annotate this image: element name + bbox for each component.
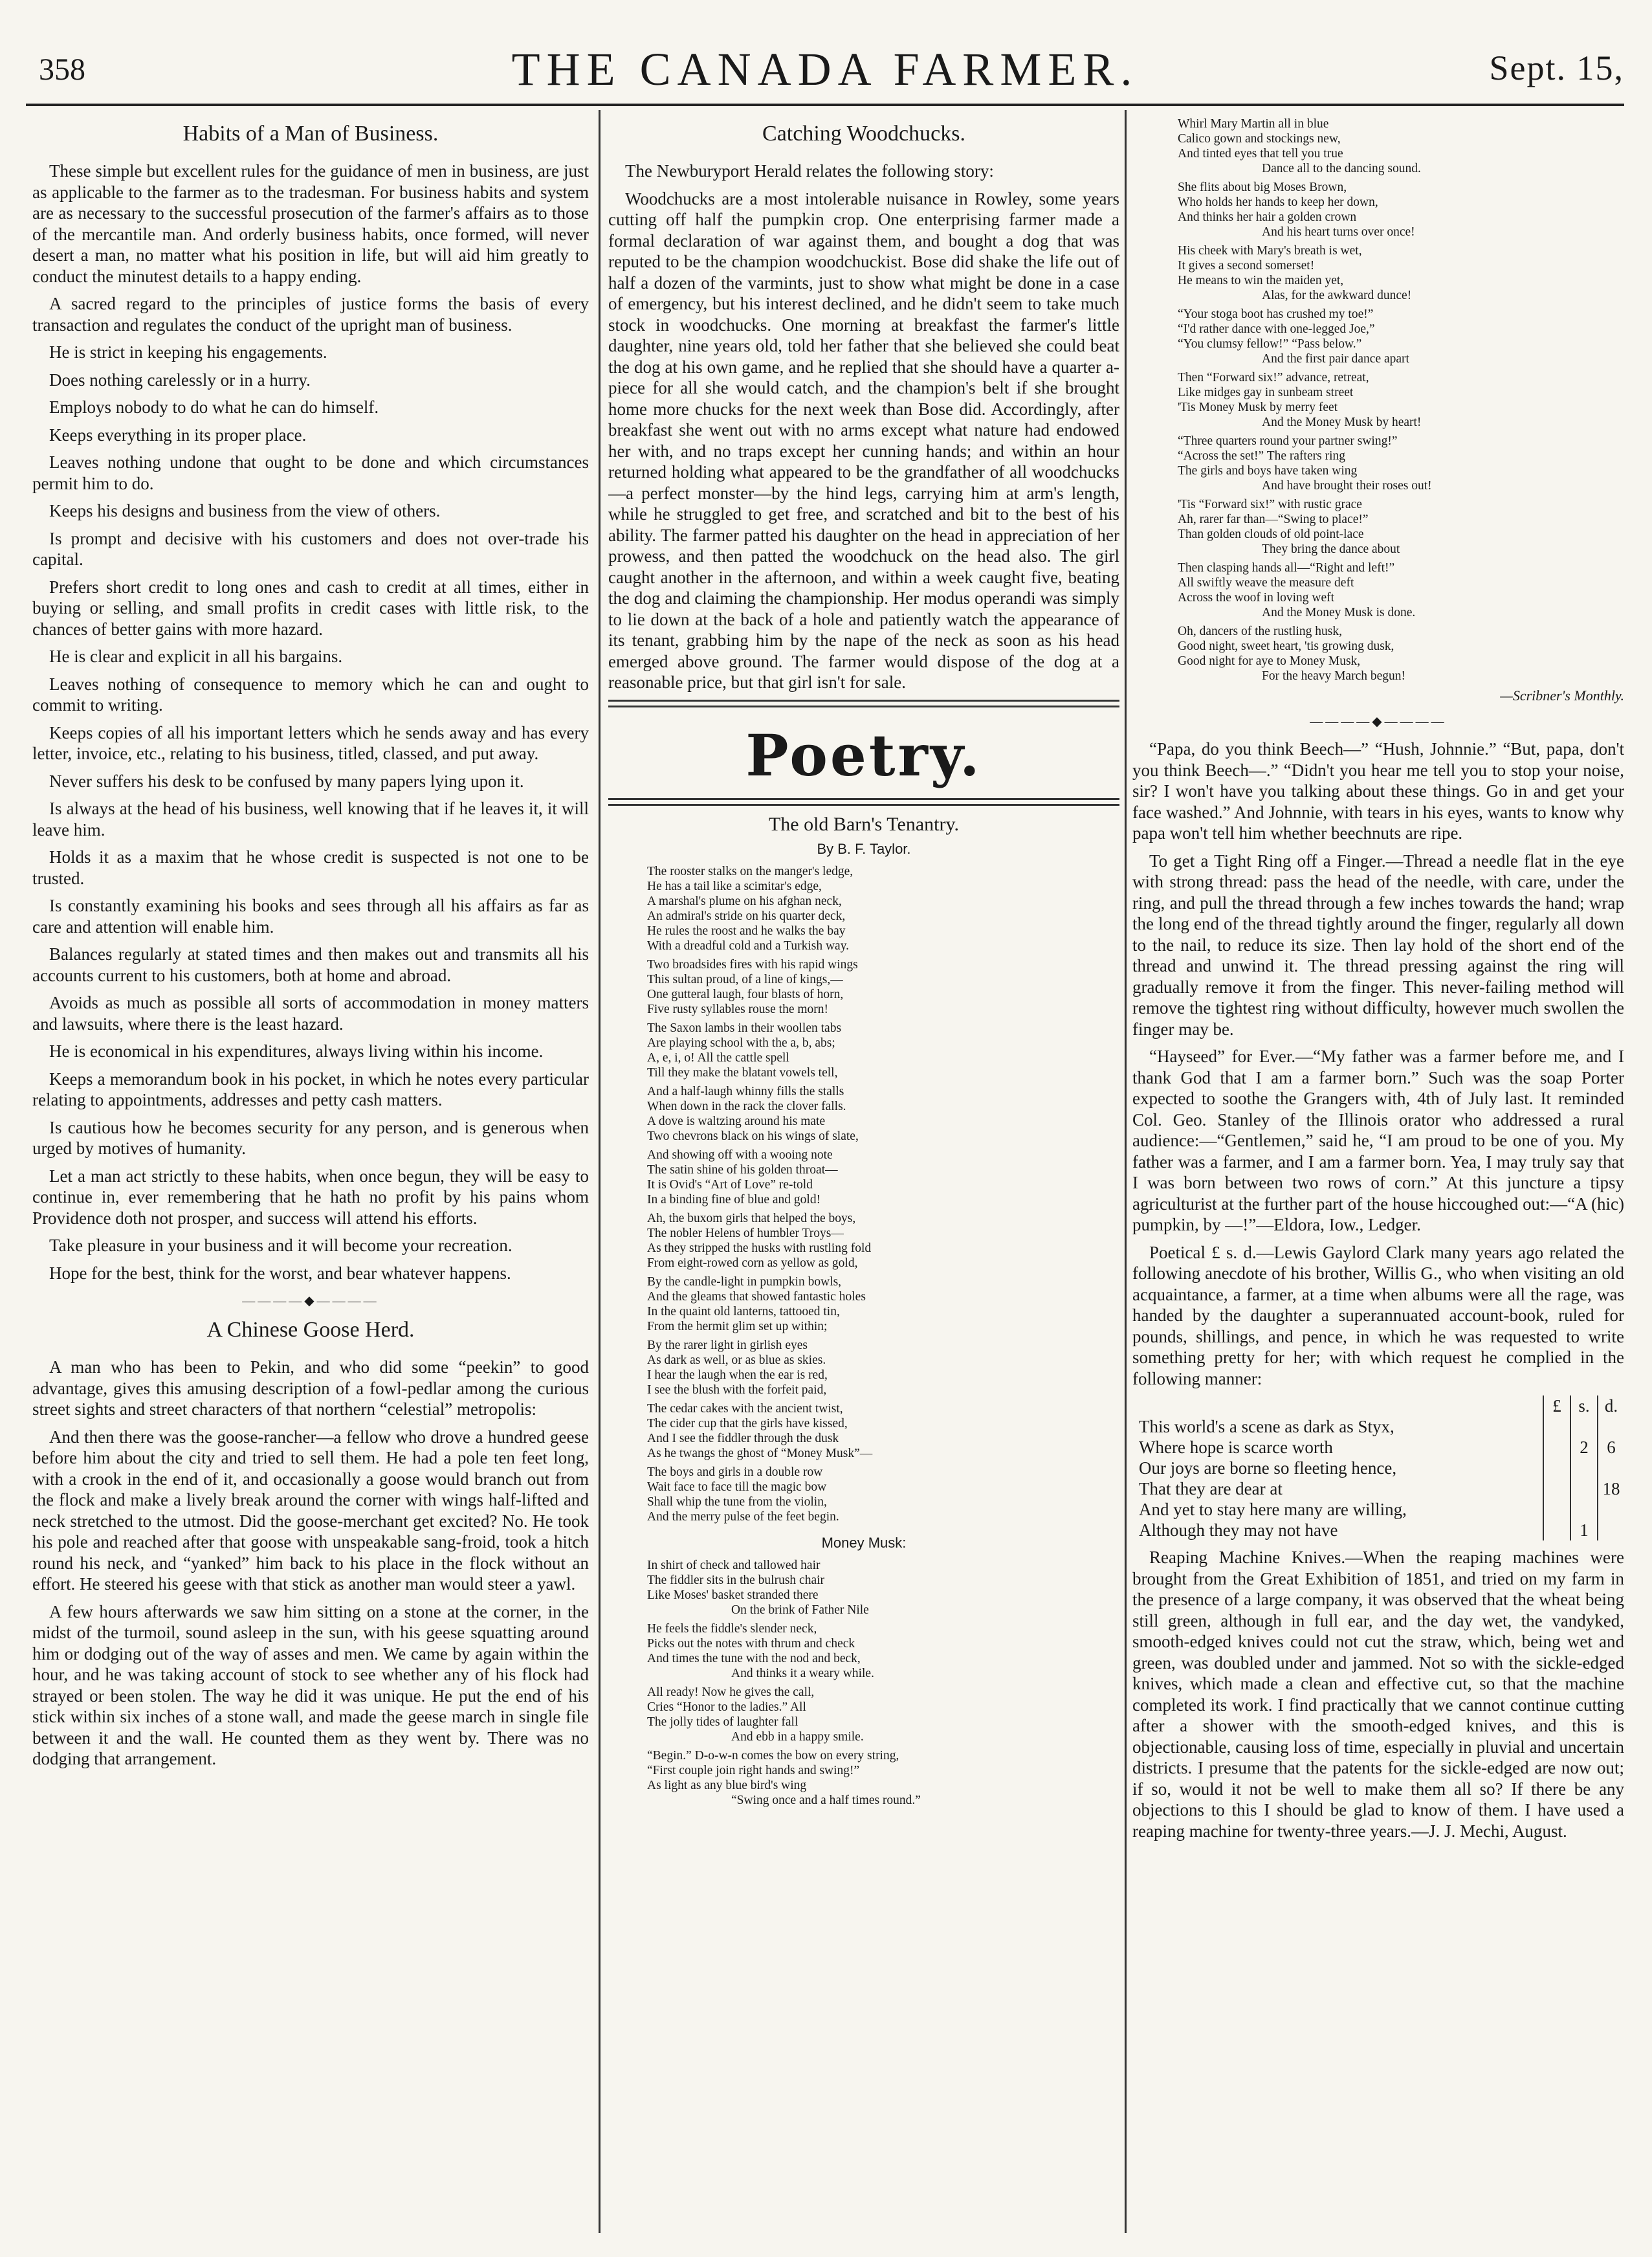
stanza xyxy=(1178,370,1624,430)
article-paragraph: The Newburyport Herald relates the following story: xyxy=(625,161,994,181)
article-paragraph: Hope for the best, think for the worst, and bear whatever happens. xyxy=(49,1263,511,1283)
ledger-cell xyxy=(1598,1520,1624,1540)
verse-line: With a dreadful cold and a Turkish way. xyxy=(647,939,850,953)
stanza xyxy=(647,957,1119,1017)
verse-line: A, e, i, o! All the cattle spell xyxy=(647,1051,789,1065)
column-2 xyxy=(608,117,1119,2233)
attribution: —Scribner's Monthly. xyxy=(1500,687,1624,704)
verse-line: Wait face to face till the magic bow xyxy=(647,1480,827,1494)
article-paragraph: These simple but excellent rules for the guidance of men in business, are just as applicable to the farmer as to the tradesman. For business habits and system are as necessary to the successful prosecution of the farmer's affairs as to those of the mercantile man. And orderly business habits, once formed, will never desert a man, no matter what his position in life, but will aid him greatly to conduct the minutest details to a happy ending. xyxy=(32,161,589,286)
verse-line: “Swing once and a half times round.” xyxy=(731,1793,921,1807)
verse-line: The Saxon lambs in their woollen tabs xyxy=(647,1021,842,1035)
verse-line: Across the woof in loving weft xyxy=(1178,591,1335,605)
verse-line: And a half-laugh whinny fills the stalls xyxy=(647,1084,844,1098)
verse-line: Than golden clouds of old point-lace xyxy=(1178,528,1364,541)
stanza xyxy=(647,1401,1119,1461)
verse-line: 'Tis “Forward six!” with rustic grace xyxy=(1178,498,1362,511)
article-paragraph: He is clear and explicit in all his bargains. xyxy=(49,647,343,666)
verse-line: They bring the dance about xyxy=(1262,542,1400,556)
verse-line: 'Tis Money Musk by merry feet xyxy=(1178,401,1338,414)
article-body xyxy=(608,161,1119,693)
verse-line: I see the blush with the forfeit paid, xyxy=(647,1383,827,1397)
article-paragraph: Poetical £ s. d.—Lewis Gaylord Clark many years ago related the following anecdote of his brother, Willis G., who when visiting an old acquaintance, a farmer, at a time when albums were all the rage, was handed by the daughter a superannuated account-book, ruled for pounds, shillings, and pence, in which he was requested to write something pretty for her; with which request he complied in the following manner: xyxy=(1132,1242,1624,1388)
verse-line: He means to win the maiden yet, xyxy=(1178,274,1344,287)
verse-line: He feels the fiddle's slender neck, xyxy=(647,1621,817,1636)
verse-line: Like midges gay in sunbeam street xyxy=(1178,386,1354,399)
article-body xyxy=(32,161,589,1284)
verse-line: “Across the set!” The rafters ring xyxy=(1178,449,1345,463)
verse-line: One gutteral laugh, four blasts of horn, xyxy=(647,987,844,1001)
article-paragraph: To get a Tight Ring off a Finger.—Thread a needle flat in the eye with strong thread: pass the head of the needle, with care, under the ring, and pull the thread through a few inches towards the hand; wrap the long end of the thread tightly around the finger, regularly all down to the nail, to reduce its size. Then lay hold of the short end of the thread and unwind it. The thread pressing against the ring will gradually remove it from the finger. This never-failing method will remove the tightest ring without difficulty, however much swollen the finger may be. xyxy=(1132,851,1624,1039)
verse-line: Till they make the blatant vowels tell, xyxy=(647,1065,838,1080)
verse-line: On the brink of Father Nile xyxy=(731,1603,869,1617)
article-paragraph: Is always at the head of his business, well knowing that if he leaves it, it will leave him. xyxy=(32,799,589,839)
verse-line: Cries “Honor to the ladies.” All xyxy=(647,1700,806,1714)
ledger-cell: 6 xyxy=(1607,1438,1616,1457)
column-3 xyxy=(1132,117,1624,2233)
verse-line: Then clasping hands all—“Right and left!” xyxy=(1178,561,1395,575)
verse-line: “Your stoga boot has crushed my toe!” xyxy=(1178,307,1374,321)
ledger-verse xyxy=(1139,1395,1624,1540)
ledger-cell xyxy=(1571,1499,1597,1520)
stanza xyxy=(1178,434,1624,493)
article-paragraph: Does nothing carelessly or in a hurry. xyxy=(49,370,311,390)
verse-line: And thinks it a weary while. xyxy=(731,1666,874,1680)
issue-date: Sept. 15, xyxy=(1489,49,1624,87)
verse-line: Who holds her hands to keep her down, xyxy=(1178,195,1378,209)
ledger-cell xyxy=(1544,1416,1570,1437)
stanza xyxy=(647,864,1119,953)
verse-line: And ebb in a happy smile. xyxy=(731,1729,864,1744)
verse-line: And his heart turns over once! xyxy=(1262,225,1415,239)
ledger-cell xyxy=(1544,1478,1570,1499)
verse-line: Shall whip the tune from the violin, xyxy=(647,1495,827,1509)
ledger-cell xyxy=(1571,1458,1597,1478)
article-paragraph: A man who has been to Pekin, and who did some “peekin” to good advantage, gives this amusing description of a fowl-pedlar among the curious street sights and street characters of that northern “celestial” metropolis: xyxy=(32,1357,589,1419)
verse-line: A marshal's plume on his afghan neck, xyxy=(647,894,842,908)
stanza xyxy=(647,1274,1119,1334)
verse-line: Alas, for the awkward dunce! xyxy=(1262,289,1412,302)
verse-line: This sultan proud, of a line of kings,— xyxy=(647,972,843,986)
verse-line: An admiral's stride on his quarter deck, xyxy=(647,909,846,923)
ledger-header: d. xyxy=(1604,1396,1618,1416)
stanza xyxy=(1178,117,1624,176)
verse-line: “Three quarters round your partner swing!” xyxy=(1178,434,1398,448)
newspaper-title: THE CANADA FARMER. xyxy=(511,43,1139,95)
verse-line: Five rusty syllables rouse the morn! xyxy=(647,1002,828,1016)
article-paragraph: Is constantly examining his books and sees through all his affairs as far as care and attention will enable him. xyxy=(32,896,589,937)
separator: ————◆———— xyxy=(242,1294,379,1308)
verse-line: And thinks her hair a golden crown xyxy=(1178,210,1357,224)
article-paragraph: A few hours afterwards we saw him sitting on a stone at the corner, in the midst of the turmoil, sound asleep in the sun, with his geese squatting around him or dodging out of the way of asses and men. We came by again within the hour, and he was taking account of stock to see whether any of his flock had strayed or been stolen. The way he did it was unique. He put the end of his stick within six inches of a stone wall, and made the geese march in single file between it and the wall. He counted them as they went by. There was no dodging that arrangement. xyxy=(32,1601,589,1768)
verse-line: Whirl Mary Martin all in blue xyxy=(1178,117,1329,131)
verse-line: And the merry pulse of the feet begin. xyxy=(647,1509,839,1524)
article-paragraph: He is economical in his expenditures, always living within his income. xyxy=(49,1041,544,1061)
stanza xyxy=(1178,307,1624,366)
ledger-cell xyxy=(1571,1478,1597,1499)
article-paragraph: “Hayseed” for Ever.—“My father was a farmer before me, and I thank God that I am a farmer born.” Such was the soap Porter expected to soothe the Grangers with, 4th of July last. It reminded Col. Geo. Stanley of the Illinois orator who addressed a rural audience:—“Gentlemen,” said he, “I am proud to be one of you. My father was a farmer, and I am a farmer born. Yea, I may truly say that I was born between two rows of corn.” At this juncture a tipsy agriculturist at the further part of the house hiccoughed out:—“A (hic) pumpkin, by —!”—Eldora, Iow., Ledger. xyxy=(1132,1047,1624,1234)
ledger-line: This world's a scene as dark as Styx, xyxy=(1139,1417,1394,1436)
article-paragraph: He is strict in keeping his engagements. xyxy=(49,342,327,362)
article-paragraph: Keeps everything in its proper place. xyxy=(49,425,307,445)
verse-line: For the heavy March begun! xyxy=(1262,669,1406,683)
column-rule xyxy=(599,110,600,2233)
ledger-cell: 2 xyxy=(1580,1438,1589,1457)
verse-line: All ready! Now he gives the call, xyxy=(647,1685,815,1699)
verse-line: Like Moses' basket stranded there xyxy=(647,1588,819,1602)
verse-line: Good night, sweet heart, 'tis growing dusk, xyxy=(1178,639,1394,653)
verse-line: As he twangs the ghost of “Money Musk”— xyxy=(647,1446,873,1460)
verse-line: And the gleams that showed fantastic holes xyxy=(647,1289,866,1304)
verse-line: Then “Forward six!” advance, retreat, xyxy=(1178,371,1369,384)
ledger-line: Our joys are borne so fleeting hence, xyxy=(1139,1458,1397,1478)
verse-line: The satin shine of his golden throat— xyxy=(647,1162,838,1177)
verse-line: “I'd rather dance with one-legged Joe,” xyxy=(1178,322,1375,336)
verse-line: The boys and girls in a double row xyxy=(647,1465,823,1479)
verse-line: When down in the rack the clover falls. xyxy=(647,1099,846,1113)
verse-line: The rooster stalks on the manger's ledge, xyxy=(647,864,854,878)
article-paragraph: Never suffers his desk to be confused by many papers lying upon it. xyxy=(49,771,524,791)
ledger-cell: 1 xyxy=(1580,1520,1589,1540)
article-paragraph: Reaping Machine Knives.—When the reaping machines were brought from the Great Exhibition of 1851, and tried on my farm in the presence of a large company, it was observed that the wheat being still green, although in full ear, and the day wet, the vandyked, smooth-edged knives could not cut the straw, which, being wet and green, was doubled under and jammed. Not so with the sickle-edged knives, which made a clean and effective cut, so that the machine completed its work. I find practically that we cannot continue cutting after a shower with the smooth-edged knives, and this is objectionable, causing loss of time, especially in pluvial and uncertain districts. I presume that the patents for the sickle-edged are now out; if so, would it not be well to make them all so? If there be any objections to this I should be glad to know of them. I have used a reaping machine for twenty-three years.—J. J. Mechi, August. xyxy=(1132,1548,1624,1841)
verse-line: As they stripped the husks with rustling fold xyxy=(647,1241,872,1255)
verse-line: The girls and boys have taken wing xyxy=(1178,464,1358,478)
ledger-cell: 18 xyxy=(1602,1479,1620,1498)
verse-line: The cider cup that the girls have kissed, xyxy=(647,1416,848,1430)
masthead xyxy=(26,26,1624,97)
separator: ————◆———— xyxy=(1310,715,1447,729)
verse-line: The jolly tides of laughter fall xyxy=(647,1715,798,1729)
ledger-cell xyxy=(1598,1458,1624,1478)
stanza xyxy=(1178,624,1624,684)
stanza xyxy=(1178,243,1624,303)
article-title: Catching Woodchucks. xyxy=(762,122,965,146)
verse-line: The cedar cakes with the ancient twist, xyxy=(647,1401,843,1416)
verse-line: By the candle-light in pumpkin bowls, xyxy=(647,1274,842,1289)
article-paragraph: Keeps his designs and business from the view of others. xyxy=(49,501,441,520)
ledger-header: s. xyxy=(1578,1396,1590,1416)
article-paragraph: Is prompt and decisive with his customers and does not over-trade his capital. xyxy=(32,528,589,569)
stanza xyxy=(647,1465,1119,1524)
stanza xyxy=(647,1685,1119,1744)
column-1 xyxy=(32,117,589,2233)
ledger-pence-column xyxy=(1597,1395,1624,1540)
verse-line: And times the tune with the nod and beck, xyxy=(647,1651,861,1665)
article-paragraph: Keeps copies of all his important letters which he sends away and has every letter, invoice, etc., relating to his business, titled, classed, and put away. xyxy=(32,722,589,763)
ledger-shillings-column xyxy=(1570,1395,1597,1540)
ledger-spacer xyxy=(1139,1395,1543,1416)
ledger-lines xyxy=(1139,1395,1543,1540)
article-paragraph: Balances regularly at stated times and then makes out and transmits all his accounts current to his customers, both at home and abroad. xyxy=(32,944,589,985)
verse-line: And showing off with a wooing note xyxy=(647,1148,833,1162)
verse-line: It is Ovid's “Art of Love” re-told xyxy=(647,1177,813,1192)
page-number: 358 xyxy=(39,52,85,87)
verse-line: Ah, the buxom girls that helped the boys, xyxy=(647,1211,856,1225)
ledger-cell xyxy=(1571,1416,1597,1437)
verse-line: He rules the roost and he walks the bay xyxy=(647,924,846,938)
verse-line: Good night for aye to Money Musk, xyxy=(1178,654,1361,668)
verse-line: In shirt of check and tallowed hair xyxy=(647,1558,820,1572)
ledger-line: That they are dear at xyxy=(1139,1479,1283,1498)
ledger-pounds-column xyxy=(1543,1395,1570,1540)
news-items xyxy=(1132,739,1624,1389)
verse-line: She flits about big Moses Brown, xyxy=(1178,181,1347,194)
stanza xyxy=(647,1211,1119,1271)
ledger-cell xyxy=(1544,1437,1570,1458)
verse-line: In a binding fine of blue and gold! xyxy=(647,1192,821,1206)
verse-line: Picks out the notes with thrum and check xyxy=(647,1636,855,1651)
stanza xyxy=(647,1558,1119,1618)
stanza xyxy=(647,1084,1119,1144)
verse-line: “Begin.” D-o-w-n comes the bow on every string, xyxy=(647,1748,899,1762)
stanza xyxy=(647,1148,1119,1207)
double-rule xyxy=(608,798,1119,806)
ledger-cell xyxy=(1598,1499,1624,1520)
verse-line: As light as any blue bird's wing xyxy=(647,1778,807,1792)
article-paragraph: A sacred regard to the principles of justice forms the basis of every transaction and regulates the conduct of the upright man of business. xyxy=(32,294,589,335)
article-paragraph: Prefers short credit to long ones and cash to credit at all times, either in buying or selling, and small profits in credit cases with little risk, to the chances of better gains with more hazard. xyxy=(32,577,589,639)
poem-verse xyxy=(1178,117,1624,684)
verse-line: And have brought their roses out! xyxy=(1262,479,1432,493)
stanza xyxy=(647,1338,1119,1397)
double-rule xyxy=(608,700,1119,707)
stanza xyxy=(1178,180,1624,239)
masthead-rule xyxy=(26,104,1624,106)
article-paragraph: Holds it as a maxim that he whose credit is suspected is not one to be trusted. xyxy=(32,847,589,888)
article-paragraph: Avoids as much as possible all sorts of accommodation in money matters and lawsuits, where there is the least hazard. xyxy=(32,993,589,1034)
verse-line: From eight-rowed corn as yellow as gold, xyxy=(647,1256,858,1270)
verse-line: From the hermit glim set up within; xyxy=(647,1319,828,1333)
ledger-line: Where hope is scarce worth xyxy=(1139,1438,1333,1457)
poem-verse xyxy=(647,1558,1119,1808)
verse-line: As dark as well, or as blue as skies. xyxy=(647,1353,826,1367)
verse-line: All swiftly weave the measure deft xyxy=(1178,576,1354,590)
article-paragraph: Leaves nothing of consequence to memory which he can and ought to commit to writing. xyxy=(32,674,589,715)
stanza xyxy=(1178,561,1624,620)
poem-verse xyxy=(647,864,1119,1524)
ledger-line: And yet to stay here many are willing, xyxy=(1139,1500,1407,1519)
article-title: A Chinese Goose Herd. xyxy=(206,1318,415,1342)
ledger-cell xyxy=(1544,1520,1570,1540)
verse-line: Dance all to the dancing sound. xyxy=(1262,162,1421,175)
verse-line: It gives a second somerset! xyxy=(1178,259,1315,272)
stanza xyxy=(647,1621,1119,1681)
article-paragraph: Leaves nothing undone that ought to be done and which circumstances permit him to do. xyxy=(32,452,589,493)
verse-line: “First couple join right hands and swing!” xyxy=(647,1763,860,1777)
verse-line: The fiddler sits in the bulrush chair xyxy=(647,1573,825,1587)
stanza xyxy=(1178,497,1624,557)
ledger-cell xyxy=(1598,1416,1624,1437)
article-body xyxy=(32,1357,589,1770)
ledger-line: Although they may not have xyxy=(1139,1520,1338,1540)
verse-line: In the quaint old lanterns, tattooed tin, xyxy=(647,1304,840,1318)
verse-line: Two chevrons black on his wings of slate, xyxy=(647,1129,859,1143)
verse-line: And the Money Musk is done. xyxy=(1262,606,1416,619)
stanza xyxy=(647,1748,1119,1808)
verse-line: He has a tail like a scimitar's edge, xyxy=(647,879,822,893)
column-rule xyxy=(1125,110,1127,2233)
verse-line: And the first pair dance apart xyxy=(1262,352,1409,366)
verse-line: Ah, rarer far than—“Swing to place!” xyxy=(1178,513,1369,526)
article-paragraph: Is cautious how he becomes security for any person, and is generous when urged by motives of humanity. xyxy=(32,1117,589,1158)
ledger-header: £ xyxy=(1552,1396,1561,1416)
poem-byline: By B. F. Taylor. xyxy=(817,840,911,857)
article-paragraph: Let a man act strictly to these habits, when once begun, they will be easy to continue in, ever remembering that he hath no profit by his pains whom Providence doth not prosper, and success will attend his efforts. xyxy=(32,1166,589,1228)
article-title: Habits of a Man of Business. xyxy=(182,122,439,146)
article-paragraph: Keeps a memorandum book in his pocket, in which he notes every particular relating to appointments, addresses and petty cash matters. xyxy=(32,1069,589,1109)
verse-line: And I see the fiddler through the dusk xyxy=(647,1431,839,1445)
ledger-cell xyxy=(1544,1499,1570,1520)
article-paragraph: Employs nobody to do what he can do himself. xyxy=(49,397,379,417)
verse-line: And the Money Musk by heart! xyxy=(1262,416,1422,429)
verse-line: I hear the laugh when the ear is red, xyxy=(647,1368,828,1382)
verse-line: And tinted eyes that tell you true xyxy=(1178,147,1343,161)
verse-line: Are playing school with the a, b, abs; xyxy=(647,1036,835,1050)
verse-line: “You clumsy fellow!” “Pass below.” xyxy=(1178,337,1362,351)
article-paragraph: “Papa, do you think Beech—” “Hush, Johnnie.” “But, papa, don't you think Beech—.” “Didn't you hear me tell you to stop your noise, sir? I won't have you talking about these things. Go in and get your face washed.” And Johnnie, with tears in his eyes, wants to know why papa won't tell him whether beechnuts are ripe. xyxy=(1132,739,1624,843)
poem-title: The old Barn's Tenantry. xyxy=(768,813,960,835)
article-paragraph: Take pleasure in your business and it will become your recreation. xyxy=(49,1236,512,1255)
verse-line: By the rarer light in girlish eyes xyxy=(647,1338,808,1352)
verse-line: A dove is waltzing around his mate xyxy=(647,1114,826,1128)
verse-line: Calico gown and stockings new, xyxy=(1178,132,1341,146)
section-heading: Poetry. xyxy=(745,721,982,789)
verse-line: The nobler Helens of humbler Troys— xyxy=(647,1226,844,1240)
poem-subtitle: Money Musk: xyxy=(821,1534,907,1551)
verse-line: Two broadsides fires with his rapid wings xyxy=(647,957,858,972)
ledger-cell xyxy=(1544,1458,1570,1478)
verse-line: Oh, dancers of the rustling husk, xyxy=(1178,625,1342,638)
verse-line: His cheek with Mary's breath is wet, xyxy=(1178,244,1362,258)
stanza xyxy=(647,1021,1119,1080)
article-paragraph: Woodchucks are a most intolerable nuisance in Rowley, some years cutting off half the pumpkin crop. One enterprising farmer made a formal declaration of war against them, and bought a dog that was reputed to be the champion woodchuckist. Bose did shake the life out of half a dozen of the varmints, just to show what might be done in a case of emergency, but his interest declined, and he didn't seem to take much stock in woodchucks. One morning at breakfast the farmer's little daughter, nine years old, told her father that she believed she could beat the dog at his own game, and he replied that she should have a quarter a-piece for all she would catch, and the champion's belt if she brought home more chucks for the next week than Bose did. Accordingly, after breakfast she went out with no arms except what nature had endowed her with, and no traps except her cunning hands; and within an hour returned holding what appeared to be the grandfather of all woodchucks—a perfect monster—by the hind legs, carrying him at arm's length, while he struggled to get free, and scratched and bit to the best of his ability. The farmer patted his daughter on the head in appreciation of her prowess, and then patted the woodchuck on the head also. The girl caught another in the afternoon, and within a week caught five, beating the dog and claiming the championship. Her modus operandi was simply to lie down at the back of a hole and patiently watch the appearance of its tenant, grabbing him by the nape of the neck as soon as his head emerged above ground. The farmer would dispose of the dog at a reasonable price, but that girl isn't for sale. xyxy=(608,188,1119,692)
article-paragraph: And then there was the goose-rancher—a fellow who drove a hundred geese before him about the city and tried to sell them. He had a pole ten feet long, with a crook in the end of it, and occasionally a goose would branch out from the flock and make a lively break around the corner with wings half-lifted and neck stretched to the utmost. Did the goose-merchant get excited? No. He took his pole and reached after that goose with unspeakable sang-froid, took a hitch round his neck, and “yanked” him back to his place in the flock without an effort. He steered his geese with that stick as another man would steer a yawl. xyxy=(32,1427,589,1594)
